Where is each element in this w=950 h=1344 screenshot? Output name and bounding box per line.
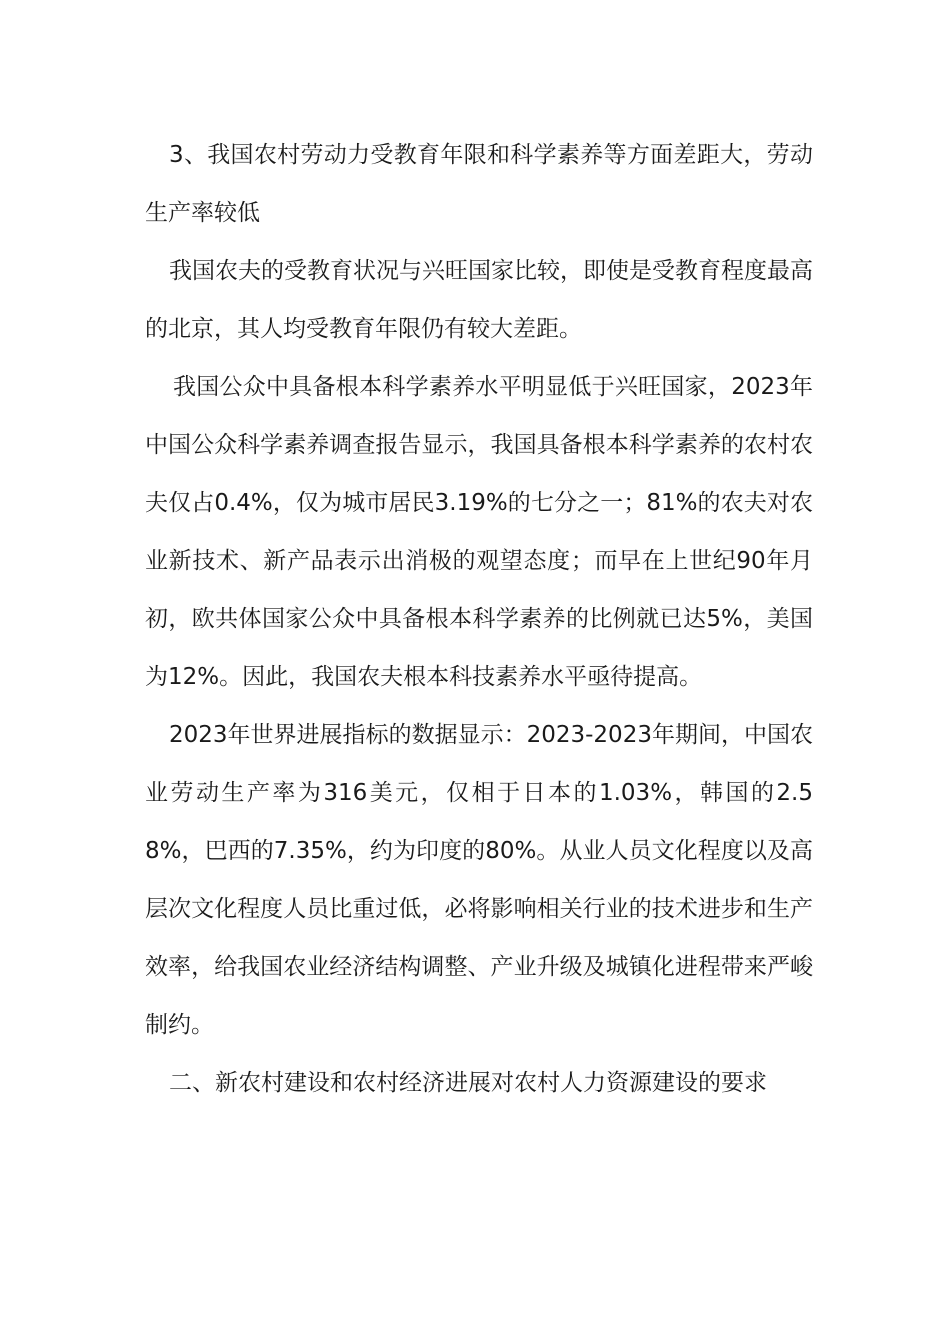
section-heading-2: 二、新农村建设和农村经济进展对农村人力资源建设的要求 <box>169 1070 767 1096</box>
paragraph-science-literacy: 我国公众中具备根本科学素养水平明显低于兴旺国家，2023年中国公众科学素养调查报告显示，我国具备根本科学素养的农村农夫仅占0.4%，仅为城市居民3.19%的七分之一；81%的农夫对农业新技术、新产品表示出消极的观望态度；而早在上世纪90年月初，欧共体国家公众中具备根本科学素养的比例就已达5%，美国为12%。因此，我国农夫根本科技素养水平亟待提高。 <box>145 374 813 690</box>
paragraph-education-status: 我国农夫的受教育状况与兴旺国家比较，即使是受教育程度最高的北京，其人均受教育年限仍有较大差距。 <box>145 258 813 342</box>
document-page <box>145 126 813 1112</box>
section-heading-3: 3、我国农村劳动力受教育年限和科学素养等方面差距大，劳动生产率较低 <box>145 142 813 226</box>
paragraph-productivity: 2023年世界进展指标的数据显示：2023-2023年期间，中国农业劳动生产率为316美元，仅相于日本的1.03%，韩国的2.58%，巴西的7.35%，约为印度的80%。从业人员文化程度以及高层次文化程度人员比重过低，必将影响相关行业的技术进步和生产效率，给我国农业经济结构调整、产业升级及城镇化进程带来严峻制约。 <box>145 722 813 1038</box>
